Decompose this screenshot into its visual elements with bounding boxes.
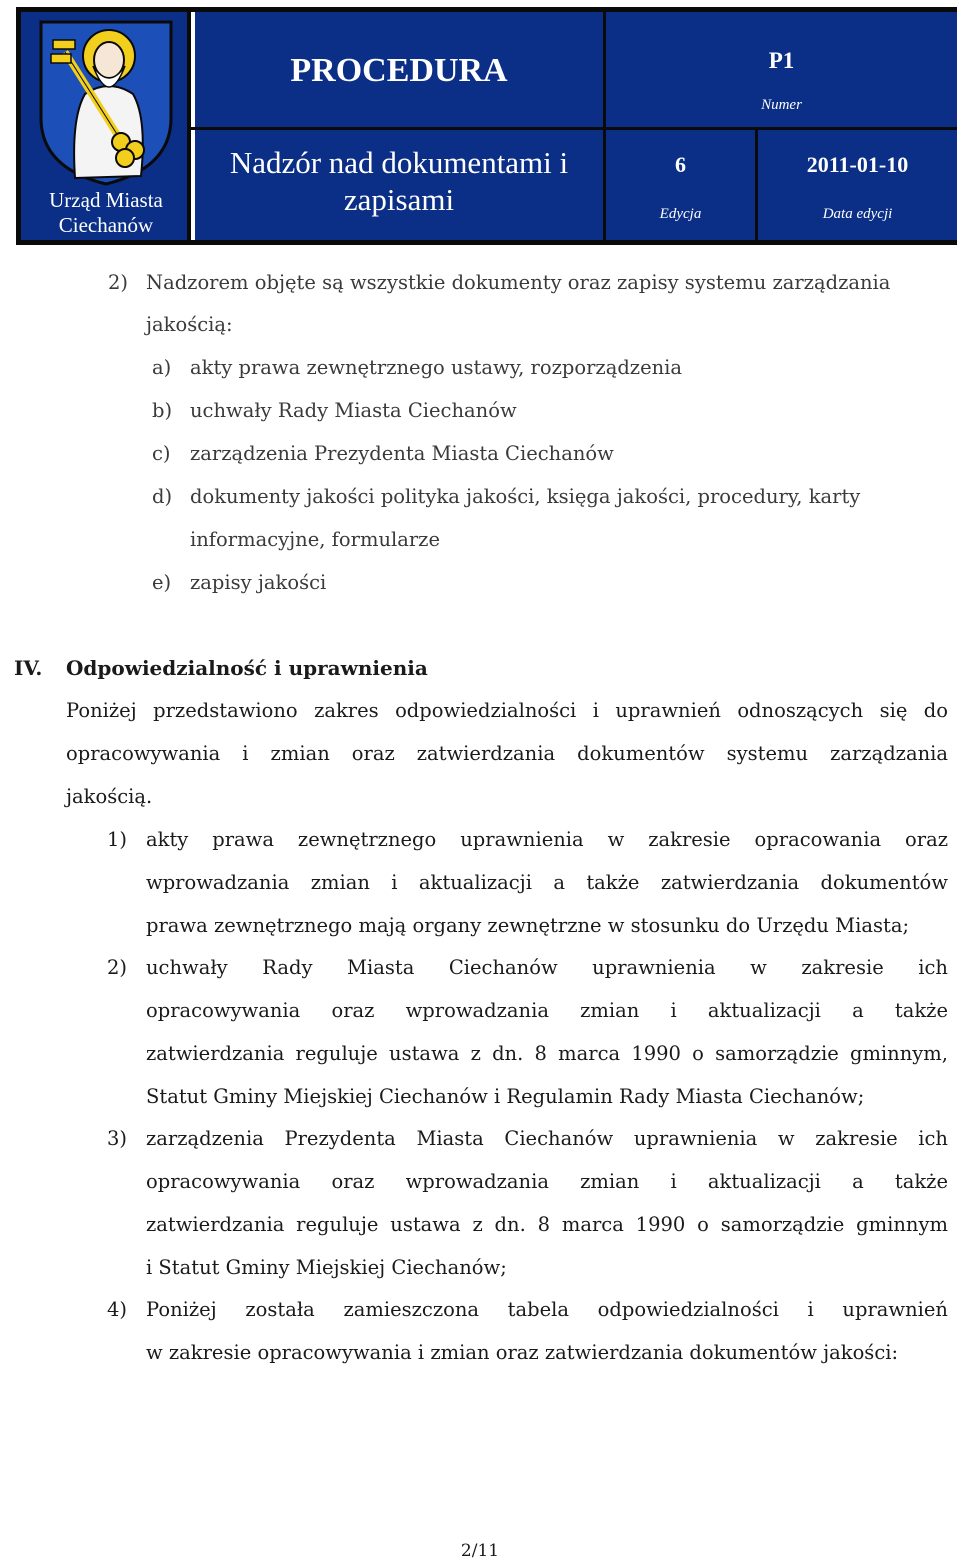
header-divider <box>755 130 758 240</box>
paragraph-line: Poniżej przedstawiono zakres odpowiedzialności i uprawnień odnoszących się do <box>66 699 948 722</box>
edition-date-cell <box>758 130 957 240</box>
doc-type-cell <box>195 12 603 127</box>
doc-type: PROCEDURA <box>290 52 508 89</box>
paragraph-line: opracowywania i zmian oraz zatwierdzania dokumentów systemu zarządzania <box>66 742 948 765</box>
header-divider <box>603 12 606 240</box>
item-line: wprowadzania zmian i aktualizacji a także zatwierdzania dokumentów <box>146 871 948 894</box>
doc-subject-cell <box>195 130 603 240</box>
item-line: prawa zewnętrznego mają organy zewnętrzne w stosunku do Urzędu Miasta; <box>146 914 910 937</box>
sub-item-letter: d) <box>152 485 173 508</box>
item-line: Poniżej została zamieszczona tabela odpowiedzialności i uprawnień <box>146 1298 948 1321</box>
sub-item-text: informacyjne, formularze <box>190 528 440 551</box>
section-heading <box>14 655 428 681</box>
sub-item-letter: e) <box>152 571 172 594</box>
edition-date-label: Data edycji <box>822 206 893 222</box>
sub-item-text: dokumenty jakości polityka jakości, księga jakości, procedury, karty <box>190 485 861 508</box>
paragraph-line: Nadzorem objęte są wszystkie dokumenty oraz zapisy systemu zarządzania <box>146 271 891 294</box>
item-line: zatwierdzania reguluje ustawa z dn. 8 marca 1990 o samorządzie gminnym, <box>146 1042 948 1065</box>
item-line: akty prawa zewnętrznego uprawnienia w zakresie opracowania oraz <box>146 828 948 851</box>
sub-item-letter: c) <box>152 442 171 465</box>
sub-item-text: zapisy jakości <box>190 571 327 594</box>
paragraph-line: jakością. <box>66 785 153 808</box>
doc-subject-line-2: zapisami <box>343 182 455 217</box>
item-line: opracowywania oraz wprowadzania zmian i aktualizacji a także <box>146 999 948 1022</box>
sub-item-letter: b) <box>152 399 173 422</box>
office-name <box>21 188 191 238</box>
sub-item-text: akty prawa zewnętrznego ustawy, rozporządzenia <box>190 356 683 379</box>
doc-subject <box>195 144 603 218</box>
edition-cell <box>606 130 755 240</box>
item-number: 4) <box>107 1298 128 1321</box>
doc-number-label: Numer <box>761 97 802 113</box>
document-header <box>16 7 957 245</box>
page-number: 2/11 <box>460 1541 500 1561</box>
header-divider <box>191 127 957 130</box>
item-line: zarządzenia Prezydenta Miasta Ciechanów uprawnienia w zakresie ich <box>146 1127 948 1150</box>
office-name-line-1: Urząd Miasta <box>49 188 163 212</box>
edition-date-value: 2011-01-10 <box>806 152 909 177</box>
edition-value: 6 <box>675 152 686 177</box>
item-number: 1) <box>107 828 128 851</box>
item-number: 3) <box>107 1127 128 1150</box>
doc-number: P1 <box>768 48 795 73</box>
coat-of-arms-icon <box>35 18 177 186</box>
sub-item-letter: a) <box>152 356 172 379</box>
item-line: uchwały Rady Miasta Ciechanów uprawnienia w zakresie ich <box>146 956 948 979</box>
item-line: zatwierdzania reguluje ustawa z dn. 8 marca 1990 o samorządzie gminnym <box>146 1213 948 1236</box>
edition-label: Edycja <box>659 206 702 222</box>
doc-subject-line-1: Nadzór nad dokumentami i <box>229 145 569 180</box>
sub-item-text: uchwały Rady Miasta Ciechanów <box>190 399 517 422</box>
section-numeral: IV. <box>14 656 43 680</box>
logo-cell <box>21 12 191 240</box>
section-title: Odpowiedzialność i uprawnienia <box>66 656 428 680</box>
paragraph-line: jakością: <box>146 313 233 336</box>
item-line: opracowywania oraz wprowadzania zmian i aktualizacji a także <box>146 1170 948 1193</box>
item-number: 2) <box>107 956 128 979</box>
office-name-line-2: Ciechanów <box>58 213 154 237</box>
item-line: i Statut Gminy Miejskiej Ciechanów; <box>146 1256 507 1279</box>
list-number: 2) <box>108 271 129 294</box>
item-line: w zakresie opracowywania i zmian oraz zatwierdzania dokumentów jakości: <box>146 1341 899 1364</box>
sub-item-text: zarządzenia Prezydenta Miasta Ciechanów <box>190 442 614 465</box>
doc-number-cell <box>606 12 957 127</box>
item-line: Statut Gminy Miejskiej Ciechanów i Regulamin Rady Miasta Ciechanów; <box>146 1085 865 1108</box>
